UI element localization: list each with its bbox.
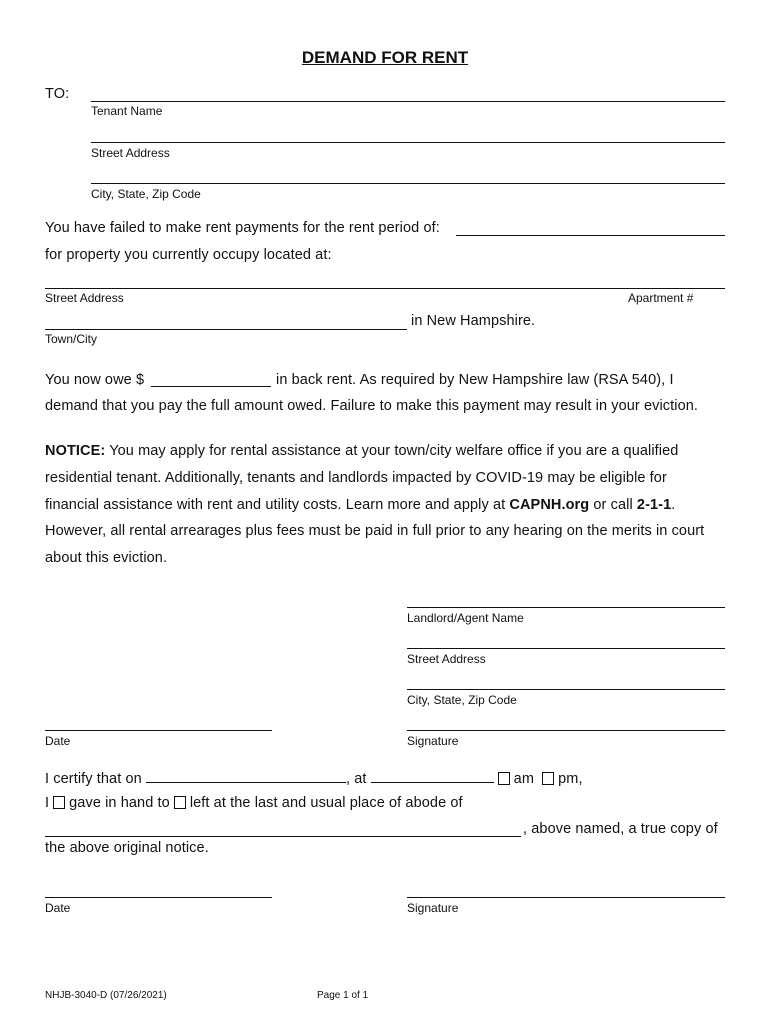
date-label-2: Date	[45, 901, 71, 915]
date-field-1[interactable]	[45, 730, 272, 731]
certify-date-field[interactable]	[146, 769, 346, 783]
page-number: Page 1 of 1	[317, 990, 369, 1001]
property-street-label: Street Address	[45, 291, 124, 305]
signature-label-2: Signature	[407, 901, 459, 915]
to-label: TO:	[45, 86, 70, 102]
notice-text-3b: or call	[593, 497, 633, 513]
certify-line-1	[45, 769, 583, 787]
property-street-field[interactable]	[45, 288, 725, 289]
amount-owed-field[interactable]	[151, 386, 271, 387]
tenant-name-field[interactable]	[91, 101, 725, 102]
failed-payment-text: You have failed to make rent payments for the rent period of:	[45, 220, 440, 236]
certify-at: , at	[345, 771, 367, 787]
gave-in-hand-checkbox[interactable]	[53, 796, 65, 809]
page-title: DEMAND FOR RENT	[301, 48, 469, 67]
signature-field-1[interactable]	[407, 730, 725, 731]
certify-line-2	[45, 795, 463, 811]
above-named-text: , above named, a true copy of	[523, 821, 718, 837]
apartment-label: Apartment #	[628, 291, 694, 305]
certify-time-field[interactable]	[371, 769, 494, 783]
tenant-street-field[interactable]	[91, 142, 725, 143]
date-label-1: Date	[45, 734, 71, 748]
served-name-field[interactable]	[45, 836, 521, 837]
capnh-link[interactable]: CAPNH.org	[509, 497, 590, 513]
notice-line-2: residential tenant. Additionally, tenants and landlords impacted by COVID-19 may be eligible for	[45, 470, 667, 486]
landlord-city-field[interactable]	[407, 689, 725, 690]
demand-text: demand that you pay the full amount owed. Failure to make this payment may result in your eviction.	[45, 398, 699, 414]
pm-checkbox[interactable]	[542, 772, 554, 785]
certify-i: I	[45, 795, 50, 811]
date-field-2[interactable]	[45, 897, 272, 898]
gave-in-hand-label: gave in hand to	[69, 795, 170, 811]
notice-line-4: However, all rental arrearages plus fees must be paid in full prior to any hearing on the merits in court	[45, 523, 705, 539]
property-text: for property you currently occupy located at:	[45, 247, 332, 263]
signature-field-2[interactable]	[407, 897, 725, 898]
landlord-name-field[interactable]	[407, 607, 725, 608]
landlord-name-label: Landlord/Agent Name	[407, 611, 524, 625]
left-at-abode-checkbox[interactable]	[174, 796, 186, 809]
notice-line-1	[45, 443, 678, 459]
left-at-abode-label: left at the last and usual place of abode of	[189, 795, 463, 811]
notice-text-3c: .	[671, 497, 676, 513]
original-notice-text: the above original notice.	[45, 840, 209, 856]
notice-line-5: about this eviction.	[45, 550, 168, 566]
tenant-city-field[interactable]	[91, 183, 725, 184]
owe-suffix: in back rent. As required by New Hampshire law (RSA 540), I	[276, 372, 674, 388]
notice-text-1: You may apply for rental assistance at your town/city welfare office if you are a qualified	[109, 443, 679, 459]
notice-label: NOTICE:	[45, 443, 106, 459]
landlord-street-label: Street Address	[407, 652, 486, 666]
certify-prefix: I certify that on	[45, 771, 142, 787]
landlord-street-field[interactable]	[407, 648, 725, 649]
tenant-city-label: City, State, Zip Code	[91, 187, 201, 201]
tenant-street-label: Street Address	[91, 146, 170, 160]
landlord-city-label: City, State, Zip Code	[407, 693, 517, 707]
town-city-field[interactable]	[45, 329, 407, 330]
form-id: NHJB-3040-D (07/26/2021)	[45, 990, 167, 1001]
rent-period-field[interactable]	[456, 235, 725, 236]
town-city-label: Town/City	[45, 332, 98, 346]
notice-line-3	[45, 497, 675, 513]
tenant-name-label: Tenant Name	[91, 104, 163, 118]
notice-text-3a: financial assistance with rent and utility costs. Learn more and apply at	[45, 497, 506, 513]
in-nh-text: in New Hampshire.	[411, 313, 536, 329]
am-label: am	[513, 771, 534, 787]
phone-number: 2-1-1	[636, 497, 672, 513]
signature-label-1: Signature	[407, 734, 459, 748]
am-checkbox[interactable]	[498, 772, 510, 785]
pm-label: pm,	[558, 771, 583, 787]
owe-prefix: You now owe $	[45, 372, 145, 388]
